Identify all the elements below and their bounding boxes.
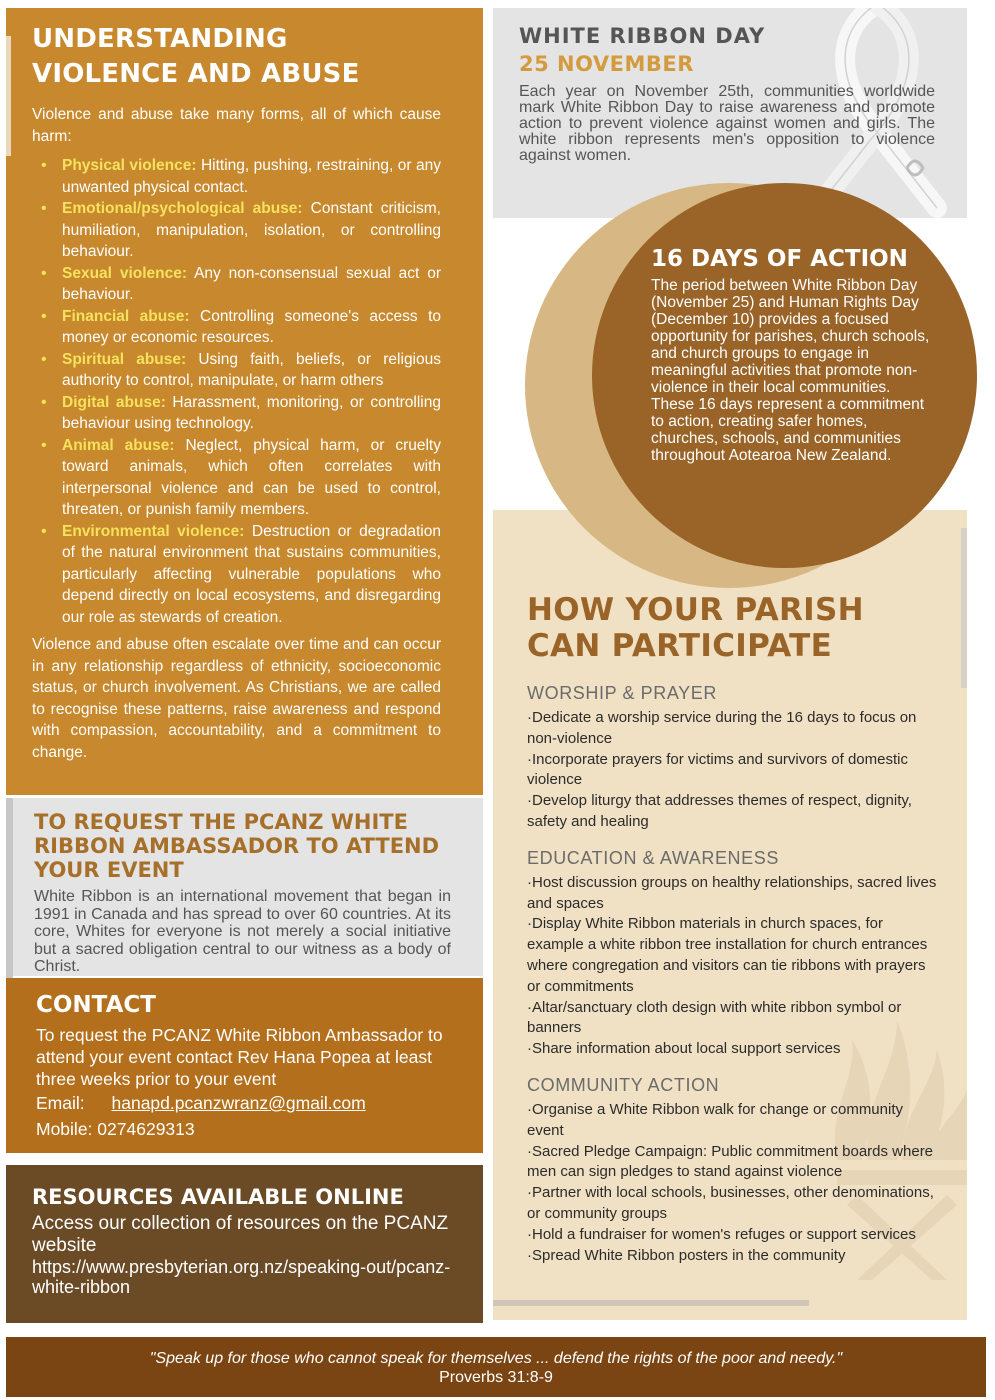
wrd-title: WHITE RIBBON DAY bbox=[519, 24, 766, 48]
wrd-text: Each year on November 25th, communities worldwide mark White Ribbon Day to raise awareness and promote action to prevent violence against women and girls. The white ribbon represents men's opposition to violence against women. bbox=[519, 83, 935, 164]
parish-action-item: ·Incorporate prayers for victims and survivors of domestic violence bbox=[527, 750, 908, 789]
request-ambassador-section bbox=[6, 798, 483, 976]
abuse-type-item bbox=[32, 349, 441, 392]
abuse-type-description: Controlling someone's access to money or economic resources. bbox=[62, 307, 442, 346]
resources-section bbox=[6, 1165, 483, 1323]
violence-closing: Violence and abuse often escalate over time and can occur in any relationship regardless of ethnicity, socioeconomic status, or church involvement. As Christians, we are called to recognise these patterns, raise awareness and respond with compassion, accountability, and a commitment to change. bbox=[32, 636, 441, 761]
parish-subsection-heading: WORSHIP & PRAYER bbox=[527, 683, 717, 703]
scripture-quote bbox=[6, 1337, 986, 1397]
parish-sections bbox=[527, 682, 937, 1266]
parish-action-item: ·Sacred Pledge Campaign: Public commitment boards where men can sign pledges to stand against violence bbox=[527, 1142, 934, 1181]
abuse-type-term: Spiritual abuse: bbox=[62, 350, 187, 368]
parish-subsection bbox=[527, 1074, 937, 1266]
mobile-label: Mobile: bbox=[36, 1119, 93, 1139]
email-label: Email: bbox=[36, 1093, 85, 1113]
abuse-type-description: Constant criticism, humiliation, manipulation, isolation, or controlling behaviour. bbox=[62, 200, 441, 260]
abuse-type-term: Emotional/psychological abuse: bbox=[62, 200, 303, 217]
abuse-type-description: Neglect, physical harm, or cruelty toward animals, which often correlates with interpersonal violence and can be used to control, threaten, or punish family members. bbox=[62, 436, 441, 518]
abuse-type-term: Physical violence: bbox=[62, 157, 197, 174]
abuse-type-description: Destruction or degradation of the natural environment that sustains communities, particularly affecting vulnerable populations who depend directly on local ecosystems, and disregarding our role as stewards of creation. bbox=[62, 522, 441, 626]
parish-action-item: ·Share information about local support services bbox=[527, 1040, 841, 1058]
parish-action-item: ·Hold a fundraiser for women's refuges or support services bbox=[527, 1225, 916, 1243]
abuse-type-item bbox=[32, 392, 441, 435]
contact-title: CONTACT bbox=[36, 992, 156, 1018]
parish-subsection bbox=[527, 682, 937, 833]
quote-reference: Proverbs 31:8-9 bbox=[439, 1369, 553, 1386]
sixteen-days-text: The period between White Ribbon Day (November 25) and Human Rights Day (December 10) provides a focused opportunity for parishes, church schools, and church groups to engage in meaningful activities that promote non-violence in their local communities. These 16 days represent a commitment to action, creating safer homes, churches, schools, and communities throughout Aotearoa New Zealand. bbox=[651, 277, 930, 464]
parish-subsection-heading: EDUCATION & AWARENESS bbox=[527, 847, 779, 868]
violence-section bbox=[6, 8, 483, 795]
parish-participation-section bbox=[493, 510, 967, 1320]
abuse-type-term: Financial abuse: bbox=[62, 307, 190, 325]
mobile-number: 0274629313 bbox=[97, 1119, 195, 1139]
abuse-type-description: Harassment, monitoring, or controlling behaviour using technology. bbox=[62, 393, 441, 432]
violence-intro: Violence and abuse take many forms, all of which cause harm: bbox=[32, 106, 441, 145]
abuse-type-term: Digital abuse: bbox=[62, 393, 166, 411]
abuse-type-description: Using faith, beliefs, or religious authority to control, manipulate, or harm others bbox=[62, 350, 441, 389]
parish-action-item: ·Spread White Ribbon posters in the community bbox=[527, 1246, 846, 1264]
parish-action-item: ·Display White Ribbon materials in church spaces, for example a white ribbon tree installation for church entrances where congregation and visitors can tie ribbons with prayers or commitments bbox=[527, 915, 928, 995]
accent-bar bbox=[6, 36, 11, 156]
abuse-type-term: Environmental violence: bbox=[62, 522, 245, 540]
violence-title: UNDERSTANDING VIOLENCE AND ABUSE bbox=[32, 24, 360, 89]
email-row bbox=[36, 1090, 459, 1116]
parish-action-item: ·Dedicate a worship service during the 16 days to focus on non-violence bbox=[527, 709, 917, 747]
abuse-type-item bbox=[32, 306, 441, 349]
abuse-type-item bbox=[32, 435, 441, 521]
parish-action-item: ·Partner with local schools, businesses, other denominations, or community groups bbox=[527, 1184, 934, 1222]
abuse-type-item bbox=[32, 155, 441, 198]
resources-url[interactable]: https://www.presbyterian.org.nz/speaking-out/pcanz-white-ribbon bbox=[32, 1257, 451, 1297]
abuse-type-item bbox=[32, 263, 441, 306]
request-text: White Ribbon is an international movement that began in 1991 in Canada and has spread to over 60 countries. At its core, Whites for everyone is not merely a social initiative but a sacred obligation central to our witness as a body of Christ. bbox=[34, 888, 451, 975]
abuse-type-item bbox=[32, 198, 441, 263]
abuse-type-list bbox=[32, 155, 441, 628]
accent-bar bbox=[493, 1300, 809, 1306]
parish-action-item: ·Develop liturgy that addresses themes of respect, dignity, safety and healing bbox=[527, 792, 912, 830]
parish-action-item: ·Host discussion groups on healthy relationships, sacred lives and spaces bbox=[527, 873, 937, 912]
request-title: TO REQUEST THE PCANZ WHITE RIBBON AMBASSADOR TO ATTEND YOUR EVENT bbox=[34, 810, 440, 882]
parish-action-item: ·Altar/sanctuary cloth design with white ribbon symbol or banners bbox=[527, 998, 902, 1037]
abuse-type-description: Any non-consensual sexual act or behaviour. bbox=[62, 264, 441, 303]
resources-text: Access our collection of resources on the PCANZ website bbox=[32, 1213, 449, 1256]
contact-section bbox=[6, 978, 483, 1153]
mobile-row bbox=[36, 1116, 459, 1142]
abuse-type-term: Sexual violence: bbox=[62, 264, 188, 282]
email-link[interactable]: hanapd.pcanzwranz@gmail.com bbox=[111, 1093, 366, 1113]
parish-title: HOW YOUR PARISH CAN PARTICIPATE bbox=[527, 592, 864, 664]
parish-subsection-heading: COMMUNITY ACTION bbox=[527, 1074, 720, 1095]
parish-action-item: ·Organise a White Ribbon walk for change or community event bbox=[527, 1100, 903, 1139]
sixteen-days-title: 16 DAYS OF ACTION bbox=[651, 246, 908, 272]
abuse-type-term: Animal abuse: bbox=[62, 436, 175, 454]
accent-bar bbox=[6, 798, 13, 978]
quote-text: "Speak up for those who cannot speak for themselves ... defend the rights of the poor and needy." bbox=[149, 1350, 843, 1367]
wrd-date: 25 NOVEMBER bbox=[519, 52, 694, 76]
parish-subsection bbox=[527, 847, 937, 1060]
abuse-type-description: Hitting, pushing, restraining, or any unwanted physical contact. bbox=[62, 157, 441, 196]
accent-bar bbox=[961, 528, 967, 688]
abuse-type-item bbox=[32, 521, 441, 629]
resources-title: RESOURCES AVAILABLE ONLINE bbox=[32, 1185, 404, 1209]
contact-text: To request the PCANZ White Ribbon Ambassador to attend your event contact Rev Hana Popea at least three weeks prior to your event bbox=[36, 1025, 443, 1089]
sixteen-days-section bbox=[592, 183, 977, 568]
